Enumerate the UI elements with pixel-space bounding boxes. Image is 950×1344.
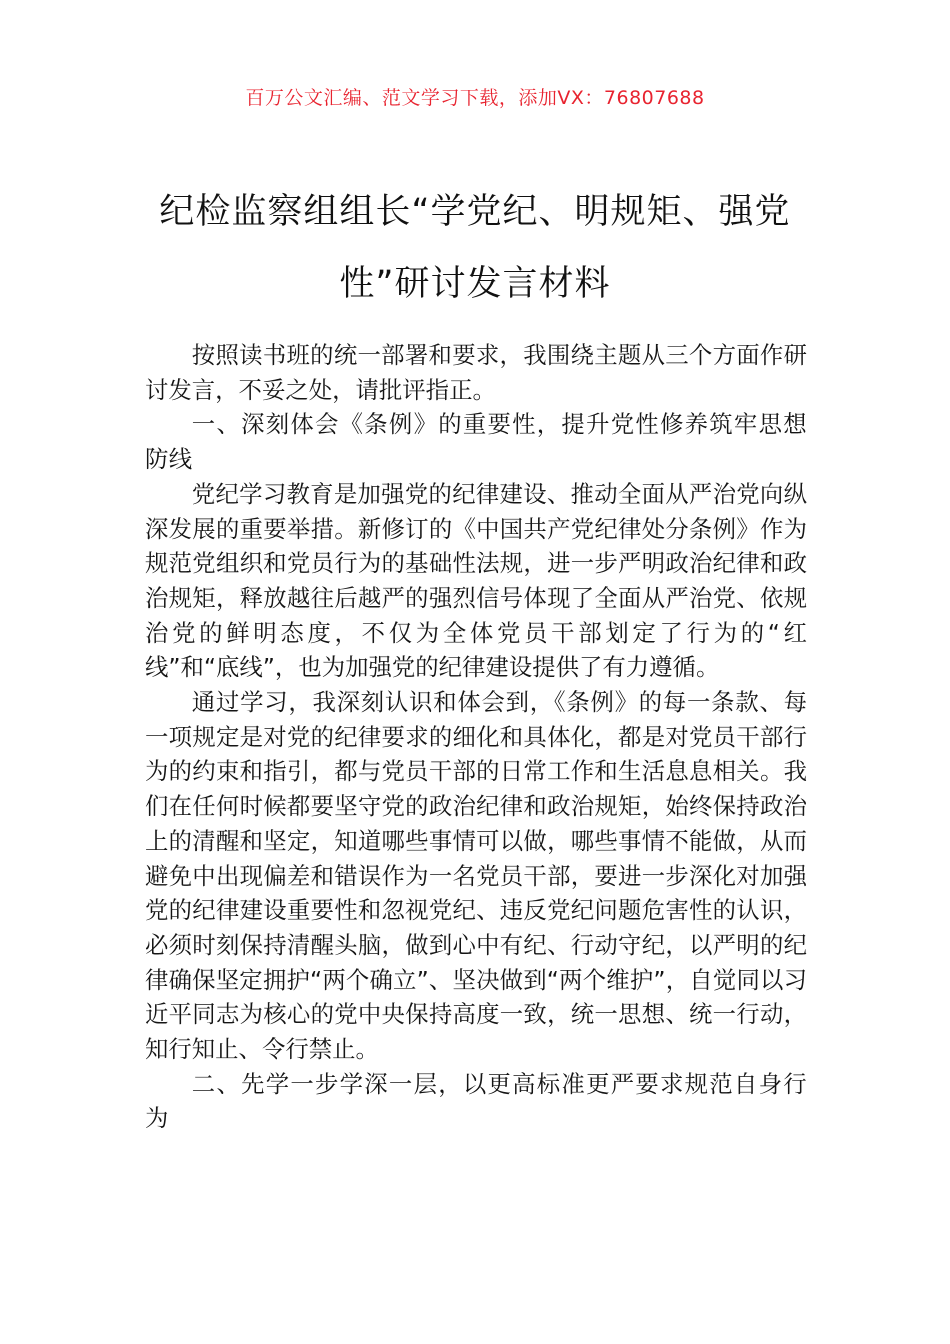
body-paragraph: 党纪学习教育是加强党的纪律建设、推动全面从严治党向纵深发展的重要举措。新修订的《中国共产党纪律处分条例》作为规范党组织和党员行为的基础性法规，进一步严明政治纪律和政治规矩，释放越往后越严的强烈信号体现了全面从严治党、依规治党的鲜明态度，不仅为全体党员干部划定了行为的“红线”和“底线”，也为加强党的纪律建设提供了有力遵循。 [145,479,807,682]
document-body [145,338,807,1136]
intro-paragraph: 按照读书班的统一部署和要求，我围绕主题从三个方面作研讨发言，不妥之处，请批评指正。 [145,341,807,404]
section-heading-1: 一、深刻体会《条例》的重要性，提升党性修养筑牢思想防线 [145,410,807,474]
watermark-text: 百万公文汇编、范文学习下载，添加VX：76807688 [245,87,705,109]
body-paragraph: 通过学习，我深刻认识和体会到，《条例》的每一条款、每一项规定是对党的纪律要求的细化和具体化，都是对党员干部行为的约束和指引，都与党员干部的日常工作和生活息息相关。我们在任何时候都要坚守党的政治纪律和政治规矩，始终保持政治上的清醒和坚定，知道哪些事情可以做，哪些事情不能做，从而避免中出现偏差和错误作为一名党员干部，要进一步深化对加强党的纪律建设重要性和忽视党纪、违反党纪问题危害性的认识，必须时刻保持清醒头脑，做到心中有纪、行动守纪，以严明的纪律确保坚定拥护“两个确立”、坚决做到“两个维护”，自觉同以习近平同志为核心的党中央保持高度一致，统一思想、统一行动，知行知止、令行禁止。 [145,688,807,1064]
section-heading-2: 二、先学一步学深一层，以更高标准更严要求规范自身行为 [145,1069,807,1133]
document-title: 纪检监察组组长“学党纪、明规矩、强党性”研讨发言材料 [159,192,791,304]
